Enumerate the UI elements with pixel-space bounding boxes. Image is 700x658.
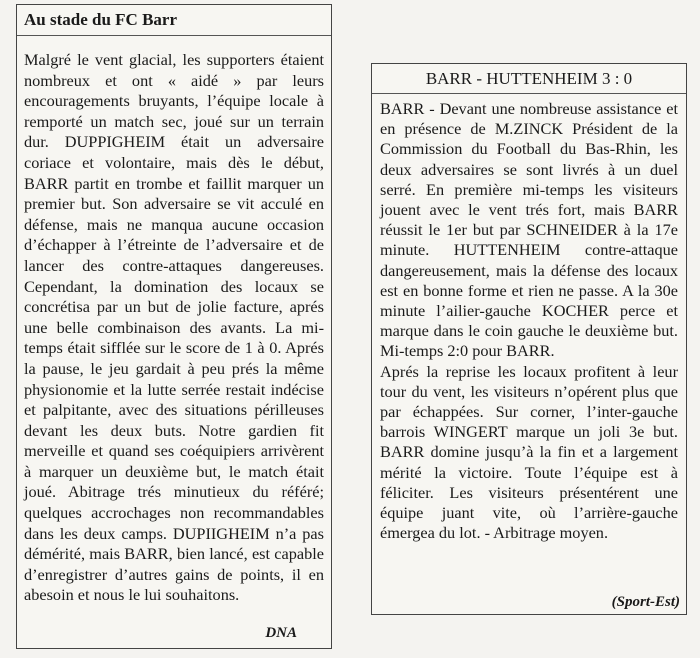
article-fc-barr <box>16 4 332 649</box>
article-paragraph: BARR - Devant une nombreuse assistance et en présence de M.ZINCK Président de la Commission du Football du Bas-Rhin, les deux adversaires se sont livrés à un duel serré. En première mi-temps les visiteurs jouent avec le vent trés fort, mais BARR réussit le 1er but par SCHNEIDER à la 17e minute. HUTTENHEIM contre-attaque dangereusement, mais la défense des locaux est en bonne forme et rien ne passe. A la 30e minute l’ailier-gauche KOCHER perce et marque dans le coin gauche le deuxième but. Mi-temps 2:0 pour BARR. <box>380 99 678 361</box>
article-title: Au stade du FC Barr <box>17 5 331 36</box>
article-signature: DNA <box>265 625 297 641</box>
article-body <box>372 99 686 543</box>
article-signature: (Sport-Est) <box>611 594 680 610</box>
article-paragraph: Aprés la reprise les locaux profitent à leur tour du vent, les visiteurs n’opérent plus que par échappées. Sur corner, l’inter-gauche barrois WINGERT marque un joli 3e but. BARR domine jusqu’à la fin et a largement mérité la victoire. Toute l’équipe est à féliciter. Les visiteurs présentérent une équipe juant vite, où l’arrière-gauche émergea du lot. - Arbitrage moyen. <box>380 361 678 543</box>
article-barr-huttenheim <box>371 63 687 615</box>
article-title: BARR - HUTTENHEIM 3 : 0 <box>372 64 686 94</box>
article-body: Malgré le vent glacial, les supporters étaient nombreux et ont « aidé » par leurs encouragements bruyants, l’équipe locale à remporté un match sec, joué sur un terrain dur. DUPPIGHEIM était un adversaire coriace et volontaire, mais dès le début, BARR partit en trombe et faillit marquer un premier but. Son adversaire se vit acculé en défense, mais ne manqua aucune occasion d’échapper à l’étreinte de l’adversaire et de lancer des contre-attaques dangereuses. Cependant, la domination des locaux se concrétisa par un but de jolie facture, aprés une belle combinaison des avants. La mi-temps était sifflée sur le score de 1 à 0. Aprés la pause, le jeu gardait à peu prés la même physionomie et la lutte serrée restait indécise et palpitante, avec des situations périlleuses devant les deux buts. Notre gardien fit merveille et quand ses coéquipiers arrivèrent à marquer un deuxième but, le match était joué. Abitrage trés minutieux du référé; quelques accrochages non recommandables dans les deux camps. DUPIIGHEIM n’a pas démérité, mais BARR, bien lancé, est capable d’enregistrer d’autres gains de points, il en abesoin et nous le lui souhaitons. <box>24 50 324 605</box>
